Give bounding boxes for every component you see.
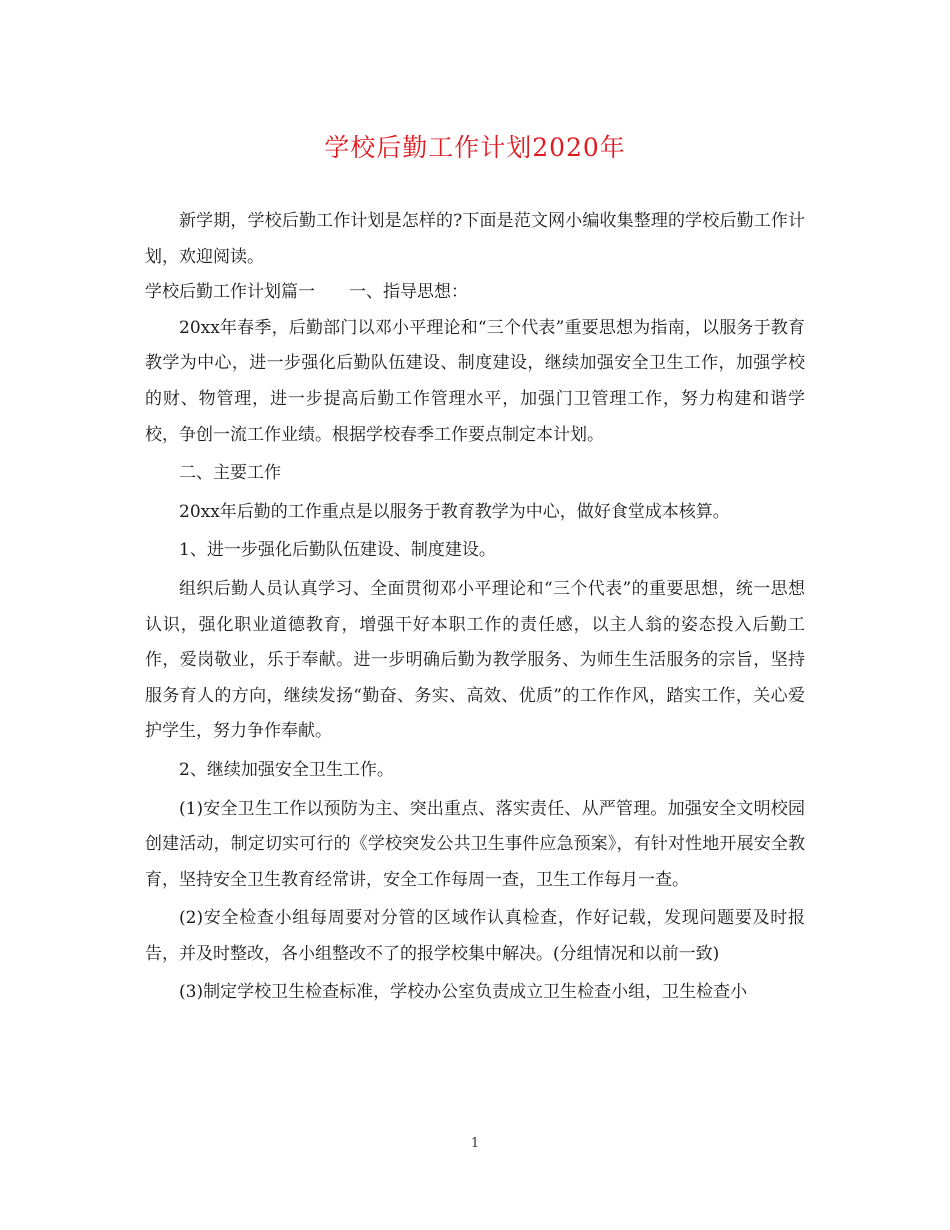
document-title: 学校后勤工作计划2020年	[324, 133, 626, 162]
item-2-sub-3-paragraph: (3)制定学校卫生检查标准，学校办公室负责成立卫生检查小组，卫生检查小	[179, 982, 748, 1003]
guiding-thought-paragraph: 20xx年春季，后勤部门以邓小平理论和“三个代表”重要思想为指南，以服务于教育教学为中心，进一步强化后勤队伍建设、制度建设，继续加强安全卫生工作，加强学校的财、物管理，进一步提高后勤工作管理水平，加强门卫管理工作，努力构建和谐学校，争创一流工作业绩。根据学校春季工作要点制定本计划。	[145, 317, 805, 445]
document-body	[145, 204, 805, 1011]
section-heading-guiding-thought: 学校后勤工作计划篇一 一、指导思想：	[145, 282, 468, 303]
main-work-focus-paragraph: 20xx年后勤的工作重点是以服务于教育教学为中心，做好食堂成本核算。	[179, 501, 730, 522]
item-1-heading: 1、进一步强化后勤队伍建设、制度建设。	[179, 540, 496, 561]
section-heading-main-work: 二、主要工作	[179, 463, 281, 484]
item-2-sub-2-paragraph: (2)安全检查小组每周要对分管的区域作认真检查，作好记载，发现问题要及时报告，并及时整改，各小组整改不了的报学校集中解决。(分组情况和以前一致)	[145, 908, 805, 964]
item-2-sub-1-paragraph: (1)安全卫生工作以预防为主、突出重点、落实责任、从严管理。加强安全文明校园创建活动，制定切实可行的《学校突发公共卫生事件应急预案》，有针对性地开展安全教育，坚持安全卫生教育经常讲，安全工作每周一查，卫生工作每月一查。	[145, 798, 805, 890]
page-number: 1	[470, 1136, 480, 1151]
item-1-paragraph: 组织后勤人员认真学习、全面贯彻邓小平理论和“三个代表”的重要思想，统一思想认识，强化职业道德教育，增强干好本职工作的责任感，以主人翁的姿态投入后勤工作，爱岗敬业，乐于奉献。进一步明确后勤为教学服务、为师生生活服务的宗旨，坚持服务育人的方向，继续发扬“勤奋、务实、高效、优质”的工作作风，踏实工作，关心爱护学生，努力争作奉献。	[145, 578, 805, 742]
item-2-heading: 2、继续加强安全卫生工作。	[179, 759, 394, 780]
intro-paragraph: 新学期，学校后勤工作计划是怎样的?下面是范文网小编收集整理的学校后勤工作计划，欢迎阅读。	[145, 211, 805, 267]
